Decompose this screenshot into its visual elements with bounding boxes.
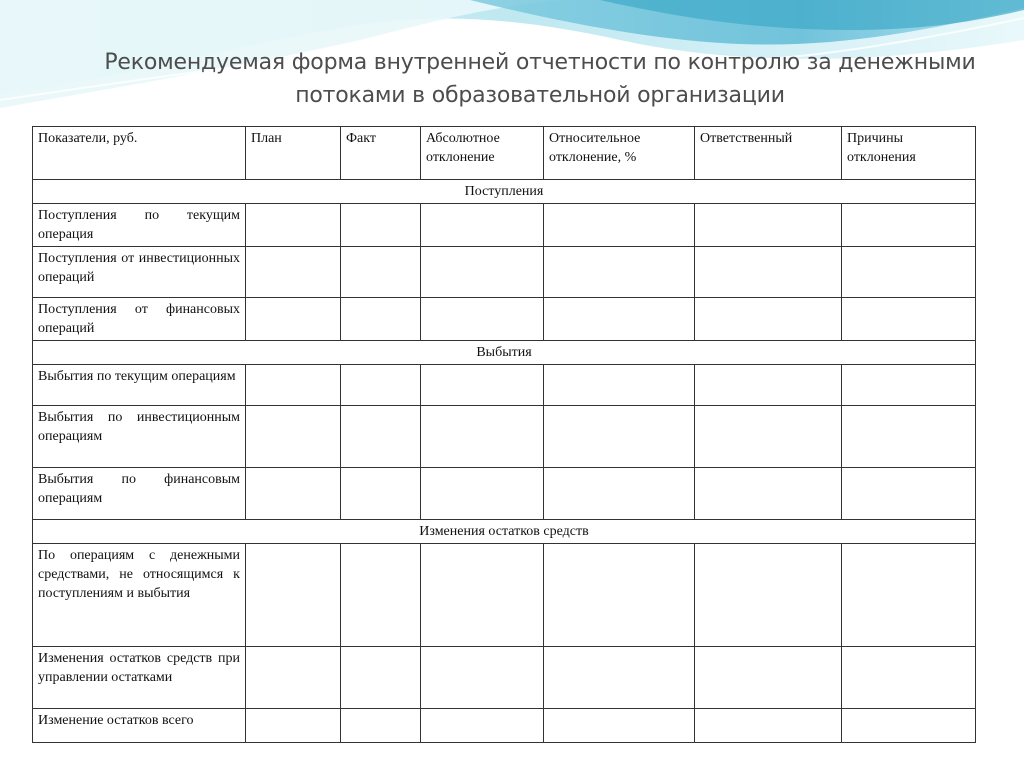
slide-title [60,46,1020,112]
cell-absolute[interactable] [421,709,544,743]
cell-plan[interactable] [246,298,341,341]
section-title: Поступления [33,180,976,204]
cell-relative[interactable] [544,468,695,520]
table-row [33,406,976,468]
cell-reasons[interactable] [842,406,976,468]
cell-relative[interactable] [544,298,695,341]
cell-relative[interactable] [544,247,695,298]
table-row [33,468,976,520]
cell-relative[interactable] [544,406,695,468]
cell-fact[interactable] [341,406,421,468]
cell-plan[interactable] [246,544,341,647]
cell-relative[interactable] [544,709,695,743]
slide-title-line-2: потоками в образовательной организации [295,83,785,108]
header-fact: Факт [341,127,421,180]
header-indicators: Показатели, руб. [33,127,246,180]
cell-responsible[interactable] [695,647,842,709]
header-absolute-deviation: Абсолютное отклонение [421,127,544,180]
cell-plan[interactable] [246,647,341,709]
table-row [33,365,976,406]
cash-flow-report-table [32,126,976,743]
cell-relative[interactable] [544,365,695,406]
cell-reasons[interactable] [842,709,976,743]
cell-absolute[interactable] [421,298,544,341]
row-label: Выбытия по инвестиционным операциям [33,406,246,468]
cell-absolute[interactable] [421,204,544,247]
table-row [33,204,976,247]
cell-responsible[interactable] [695,406,842,468]
header-deviation-reasons: Причины отклонения [842,127,976,180]
cell-plan[interactable] [246,406,341,468]
row-label: Поступления от финансовых операций [33,298,246,341]
cell-absolute[interactable] [421,544,544,647]
cell-reasons[interactable] [842,365,976,406]
cell-fact[interactable] [341,709,421,743]
cell-responsible[interactable] [695,544,842,647]
cell-reasons[interactable] [842,544,976,647]
section-title: Выбытия [33,341,976,365]
cell-plan[interactable] [246,365,341,406]
cell-fact[interactable] [341,365,421,406]
table-row [33,647,976,709]
section-title: Изменения остатков средств [33,520,976,544]
cell-fact[interactable] [341,647,421,709]
cell-responsible[interactable] [695,247,842,298]
table-header-row [33,127,976,180]
cell-absolute[interactable] [421,647,544,709]
row-label: Выбытия по финансовым операциям [33,468,246,520]
row-label: Изменения остатков средств при управлении остатками [33,647,246,709]
cell-reasons[interactable] [842,247,976,298]
cell-absolute[interactable] [421,406,544,468]
cell-absolute[interactable] [421,247,544,298]
header-plan: План [246,127,341,180]
cell-responsible[interactable] [695,204,842,247]
row-label: Поступления от инвестиционных операций [33,247,246,298]
cell-reasons[interactable] [842,647,976,709]
cell-plan[interactable] [246,204,341,247]
row-label: Поступления по текущим операция [33,204,246,247]
cell-relative[interactable] [544,647,695,709]
section-row-balance-changes [33,520,976,544]
cell-fact[interactable] [341,544,421,647]
slide-title-line-1: Рекомендуемая форма внутренней отчетности по контролю за денежными [104,50,976,75]
cell-relative[interactable] [544,204,695,247]
cell-absolute[interactable] [421,468,544,520]
row-label: Выбытия по текущим операциям [33,365,246,406]
cell-plan[interactable] [246,247,341,298]
cell-fact[interactable] [341,468,421,520]
cell-plan[interactable] [246,468,341,520]
table-row [33,247,976,298]
cell-fact[interactable] [341,247,421,298]
cell-responsible[interactable] [695,365,842,406]
table-row [33,544,976,647]
cell-plan[interactable] [246,709,341,743]
row-label: Изменение остатков всего [33,709,246,743]
section-row-disbursements [33,341,976,365]
header-responsible: Ответственный [695,127,842,180]
cell-reasons[interactable] [842,204,976,247]
header-relative-deviation: Относительное отклонение, % [544,127,695,180]
cell-absolute[interactable] [421,365,544,406]
cell-reasons[interactable] [842,298,976,341]
cell-responsible[interactable] [695,709,842,743]
section-row-receipts [33,180,976,204]
cell-fact[interactable] [341,204,421,247]
table-row [33,709,976,743]
cell-fact[interactable] [341,298,421,341]
cell-reasons[interactable] [842,468,976,520]
cell-relative[interactable] [544,544,695,647]
row-label: По операциям с денежными средствами, не относящимся к поступлениям и выбытия [33,544,246,647]
table-row [33,298,976,341]
cell-responsible[interactable] [695,468,842,520]
cell-responsible[interactable] [695,298,842,341]
